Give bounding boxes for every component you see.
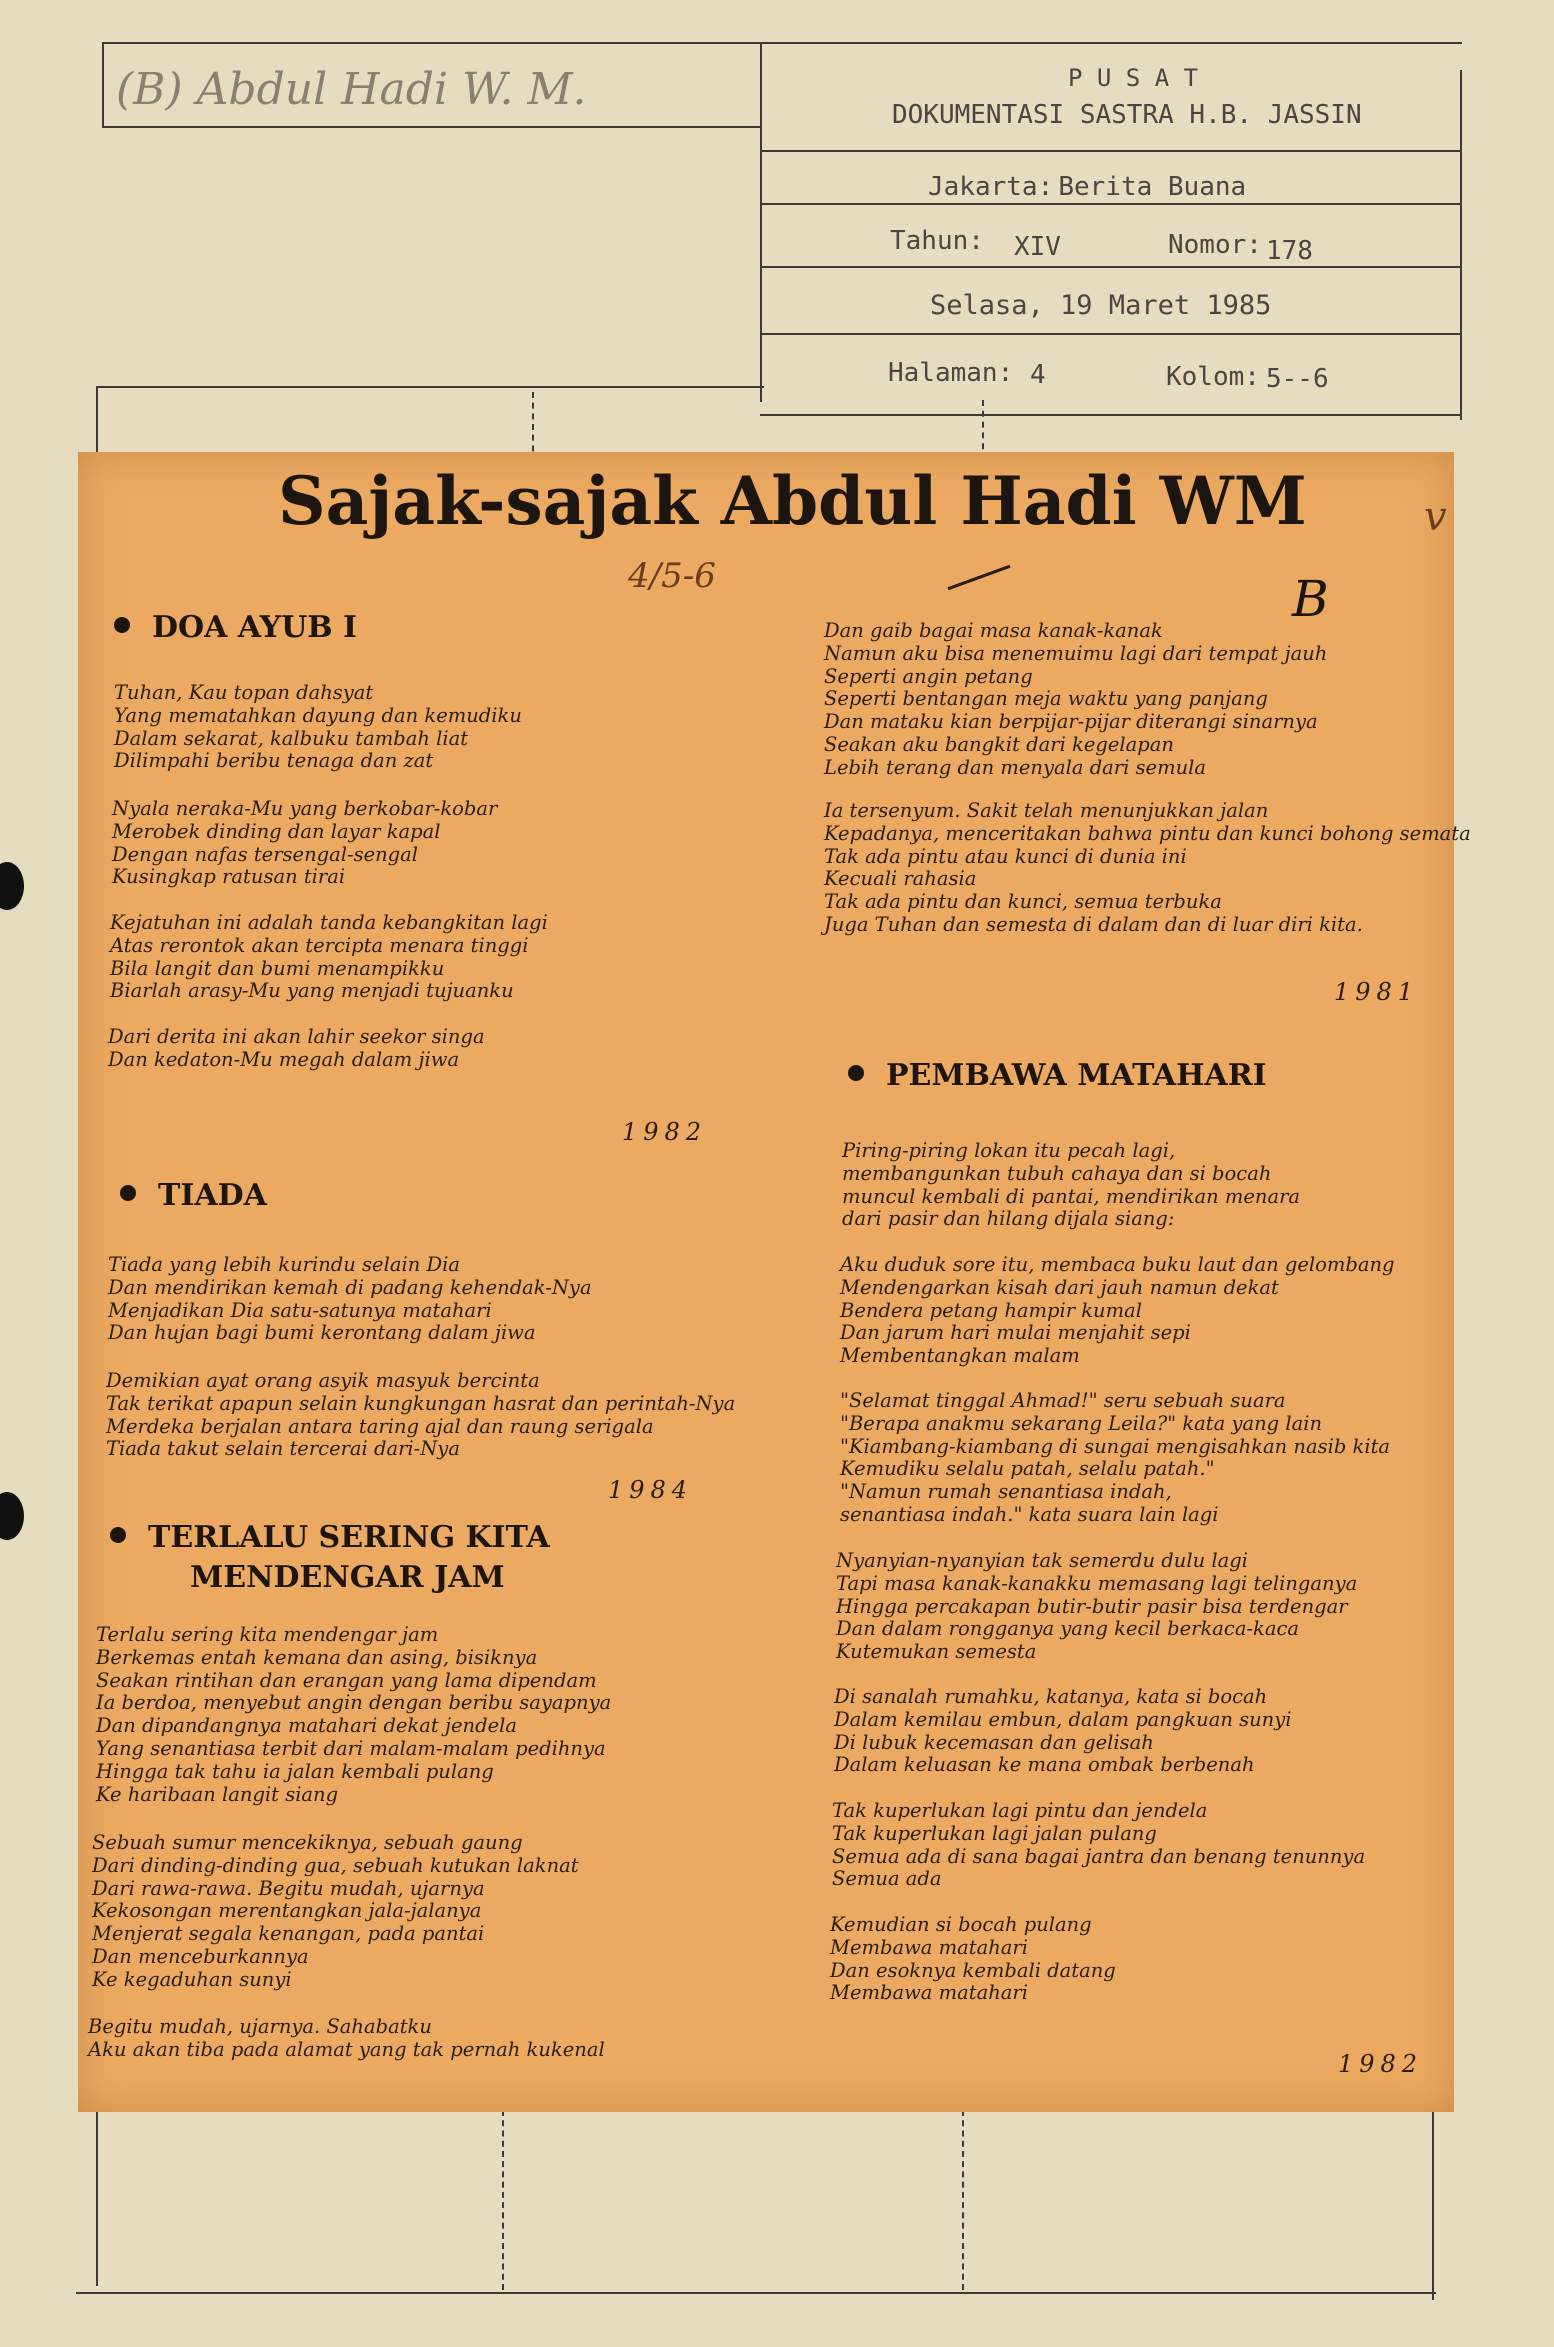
verse-line: senantiasa indah." kata suara lain lagi	[840, 1502, 1219, 1526]
poem-title: PEMBAWA MATAHARI	[848, 1058, 1267, 1093]
verse-line: Kemudian si bocah pulang	[830, 1913, 1092, 1936]
verse-line: Kejatuhan ini adalah tanda kebangkitan lagi	[110, 911, 548, 934]
verse-line: Dan kedaton-Mu megah dalam jiwa	[108, 1047, 460, 1071]
verse-line: Tak ada pintu atau kunci di dunia ini	[824, 844, 1187, 868]
stanza	[106, 1370, 735, 1461]
verse-line: Tuhan, Kau topan dahsyat	[114, 681, 374, 704]
verse-line: Terlalu sering kita mendengar jam	[96, 1623, 439, 1646]
verse-line: Dalam keluasan ke mana ombak berbenah	[834, 1753, 1255, 1777]
verse-line: Dalam kemilau embun, dalam pangkuan sunyi	[834, 1707, 1292, 1731]
newspaper-name: Berita Buana	[1058, 172, 1247, 202]
stanza	[824, 800, 1471, 937]
poem-year: 1981	[1334, 978, 1420, 1006]
verse-line: "Namun rumah senantiasa indah,	[840, 1480, 1172, 1504]
verse-line: Kepadanya, menceritakan bahwa pintu dan kunci bohong semata	[824, 821, 1471, 845]
verse-line: Tiada takut selain tercerai dari-Nya	[106, 1437, 460, 1461]
archive-line2: DOKUMENTASI SASTRA H.B. JASSIN	[892, 100, 1362, 130]
verse-line: Menjadikan Dia satu-satunya matahari	[108, 1298, 492, 1322]
verse-line: Seperti bentangan meja waktu yang panjang	[824, 687, 1268, 711]
poem-title-line2: MENDENGAR JAM	[190, 1560, 505, 1595]
bullet-dot	[848, 1065, 864, 1081]
verse-line: Yang senantiasa terbit dari malam-malam pedihnya	[96, 1736, 606, 1760]
verse-line: Di lubuk kecemasan dan gelisah	[834, 1730, 1154, 1754]
verse-line: Kemudiku selalu patah, selalu patah."	[840, 1457, 1215, 1481]
stanza	[108, 1026, 485, 1072]
verse-line: Piring-piring lokan itu pecah lagi,	[842, 1139, 1176, 1162]
punch-hole	[0, 862, 24, 910]
verse-line: Tak ada pintu dan kunci, semua terbuka	[824, 890, 1222, 914]
card-rule	[102, 126, 762, 128]
stanza	[834, 1686, 1292, 1777]
verse-line: "Berapa anakmu sekarang Leila?" kata yang lain	[840, 1411, 1322, 1435]
verse-line: Hingga tak tahu ia jalan kembali pulang	[96, 1759, 494, 1783]
page-label: Halaman:	[888, 358, 1014, 388]
verse-line: Di sanalah rumahku, katanya, kata si bocah	[834, 1685, 1268, 1708]
verse-line: Dari rawa-rawa. Begitu mudah, ujarnya	[92, 1876, 485, 1900]
verse-line: Tapi masa kanak-kanakku memasang lagi telinganya	[836, 1571, 1358, 1595]
verse-line: Seakan aku bangkit dari kegelapan	[824, 732, 1174, 756]
verse-line: Dan mendirikan kemah di padang kehendak-Nya	[108, 1275, 592, 1299]
column-guide	[962, 2110, 964, 2290]
verse-line: Tak terikat apapun selain kungkungan hasrat dan perintah-Nya	[106, 1391, 736, 1415]
verse-line: "Kiambang-kiambang di sungai mengisahkan nasib kita	[840, 1434, 1391, 1458]
verse-line: Dalam sekarat, kalbuku tambah liat	[114, 726, 469, 750]
verse-line: Dan jarum hari mulai menjahit sepi	[840, 1321, 1191, 1345]
verse-line: Ia tersenyum. Sakit telah menunjukkan jalan	[824, 799, 1269, 822]
verse-line: Tak kuperlukan lagi jalan pulang	[832, 1821, 1157, 1845]
number-label: Nomor:	[1168, 230, 1262, 260]
verse-line: membangunkan tubuh cahaya dan si bocah	[842, 1161, 1272, 1185]
poem-title: TERLALU SERING KITA	[110, 1520, 550, 1555]
verse-line: Namun aku bisa menemuimu lagi dari tempat jauh	[824, 641, 1328, 665]
stanza	[114, 682, 522, 773]
verse-line: Nyala neraka-Mu yang berkobar-kobar	[112, 797, 498, 820]
newspaper-line	[928, 172, 1246, 202]
verse-line: Membentangkan malam	[840, 1344, 1080, 1368]
verse-line: Merdeka berjalan antara taring ajal dan raung serigala	[106, 1414, 654, 1438]
stanza	[92, 1832, 579, 1992]
column-guide	[502, 2110, 504, 2290]
verse-line: "Selamat tinggal Ahmad!" seru sebuah suara	[840, 1389, 1286, 1412]
stanza	[110, 912, 548, 1003]
column-value: 5--6	[1266, 364, 1329, 394]
verse-line: Kutemukan semesta	[836, 1640, 1037, 1664]
verse-line: Bendera petang hampir kumal	[840, 1298, 1142, 1322]
stanza	[824, 620, 1327, 780]
verse-line: Aku akan tiba pada alamat yang tak pernah kukenal	[88, 2037, 605, 2061]
verse-line: Dan hujan bagi bumi kerontang dalam jiwa	[108, 1321, 536, 1345]
verse-line: Dan esoknya kembali datang	[830, 1958, 1116, 1982]
verse-line: Aku duduk sore itu, membaca buku laut dan gelombang	[840, 1253, 1395, 1276]
annotation-v: v	[1424, 494, 1447, 540]
verse-line: Dan mataku kian berpijar-pijar diterangi sinarnya	[824, 710, 1318, 734]
number-value: 178	[1266, 236, 1313, 266]
verse-line: Semua ada di sana bagai jantra dan benang tenunnya	[832, 1844, 1366, 1868]
verse-line: Merobek dinding dan layar kapal	[112, 819, 441, 843]
verse-line: Dan dipandangnya matahari dekat jendela	[96, 1714, 518, 1738]
column-guide	[982, 400, 984, 460]
verse-line: Membawa matahari	[830, 1981, 1028, 2005]
card-rule	[760, 203, 1460, 205]
verse-line: Dari dinding-dinding gua, sebuah kutukan laknat	[92, 1853, 579, 1877]
verse-line: Demikian ayat orang asyik masyuk bercinta	[106, 1369, 540, 1392]
poem-title: DOA AYUB I	[114, 610, 357, 645]
verse-line: Dilimpahi beribu tenaga dan zat	[114, 749, 434, 773]
poem-title: TIADA	[120, 1178, 267, 1213]
poem-year: 1982	[1338, 2050, 1424, 2078]
date: Selasa, 19 Maret 1985	[930, 290, 1272, 321]
verse-line: Sebuah sumur mencekiknya, sebuah gaung	[92, 1831, 523, 1854]
stanza	[842, 1140, 1300, 1231]
city-label: Jakarta:	[928, 172, 1054, 202]
stanza	[836, 1550, 1357, 1664]
verse-line: Atas rerontok akan tercipta menara tinggi	[110, 933, 529, 957]
verse-line: Bila langit dan bumi menampikku	[110, 956, 445, 980]
verse-line: Tak kuperlukan lagi pintu dan jendela	[832, 1799, 1208, 1822]
annotation-columns: 4/5-6	[628, 556, 716, 596]
verse-line: Begitu mudah, ujarnya. Sahabatku	[88, 2015, 432, 2038]
stanza	[96, 1624, 611, 1806]
verse-line: Berkemas entah kemana dan asing, bisiknya	[96, 1645, 538, 1669]
verse-line: Lebih terang dan menyala dari semula	[824, 755, 1207, 779]
verse-line: Ia berdoa, menyebut angin dengan beribu sayapnya	[96, 1691, 612, 1715]
card-rule-bottom	[76, 2292, 1436, 2294]
card-rule	[102, 42, 104, 128]
verse-line: Menjerat segala kenangan, pada pantai	[92, 1922, 485, 1946]
stanza	[840, 1254, 1395, 1368]
verse-line: Nyanyian-nyanyian tak semerdu dulu lagi	[836, 1549, 1248, 1572]
bullet-dot	[120, 1185, 136, 1201]
card-rule	[760, 333, 1460, 335]
verse-line: Juga Tuhan dan semesta di dalam dan di luar diri kita.	[824, 912, 1363, 936]
verse-line: Hingga percakapan butir-butir pasir bisa terdengar	[836, 1594, 1348, 1618]
verse-line: Dan menceburkannya	[92, 1944, 309, 1968]
verse-line: Kekosongan merentangkan jala-jalanya	[92, 1899, 482, 1923]
poem-year: 1982	[622, 1118, 708, 1146]
verse-line: Ke kegaduhan sunyi	[92, 1967, 292, 1991]
poem-year: 1984	[608, 1476, 694, 1504]
verse-line: Seperti angin petang	[824, 664, 1033, 688]
punch-hole	[0, 1492, 24, 1540]
archive-line1: P U S A T	[1068, 64, 1199, 92]
card-rule	[1460, 70, 1462, 420]
verse-line: Ke haribaan langit siang	[96, 1782, 339, 1806]
card-rule-top	[102, 42, 1462, 44]
stanza	[108, 1254, 592, 1345]
verse-line: Seakan rintihan dan erangan yang lama dipendam	[96, 1668, 597, 1692]
verse-line: Dan dalam rongganya yang kecil berkaca-kaca	[836, 1617, 1300, 1641]
verse-line: Biarlah arasy-Mu yang menjadi tujuanku	[110, 979, 514, 1003]
handwritten-author: (B) Abdul Hadi W. M.	[116, 64, 587, 115]
verse-line: Mendengarkan kisah dari jauh namun dekat	[840, 1275, 1279, 1299]
card-rule	[760, 414, 1460, 416]
verse-line: Membawa matahari	[830, 1935, 1028, 1959]
article-title: Sajak-sajak Abdul Hadi WM	[278, 462, 1307, 540]
column-label: Kolom:	[1166, 362, 1260, 392]
year-label: Tahun:	[890, 226, 984, 256]
verse-line: Dan gaib bagai masa kanak-kanak	[824, 619, 1163, 642]
stanza	[112, 798, 497, 889]
card-rule	[760, 266, 1460, 268]
bullet-dot	[110, 1527, 126, 1543]
page-value: 4	[1030, 360, 1046, 390]
verse-line: Kusingkap ratusan tirai	[112, 865, 346, 889]
bullet-dot	[114, 617, 130, 633]
year-value: XIV	[1014, 232, 1061, 262]
card-rule	[96, 386, 764, 388]
stanza	[88, 2016, 605, 2062]
annotation-b: B	[1292, 570, 1329, 628]
verse-line: Kecuali rahasia	[824, 867, 977, 891]
verse-line: Tiada yang lebih kurindu selain Dia	[108, 1253, 460, 1276]
verse-line: muncul kembali di pantai, mendirikan menara	[842, 1184, 1301, 1208]
card-rule	[760, 42, 762, 402]
verse-line: Dengan nafas tersengal-sengal	[112, 842, 419, 866]
verse-line: Dari derita ini akan lahir seekor singa	[108, 1025, 485, 1048]
stanza	[840, 1390, 1390, 1527]
stanza	[832, 1800, 1365, 1891]
card-rule	[760, 150, 1460, 152]
verse-line: Yang mematahkan dayung dan kemudiku	[114, 703, 522, 727]
stanza	[830, 1914, 1116, 2005]
verse-line: dari pasir dan hilang dijala siang:	[842, 1207, 1175, 1231]
verse-line: Semua ada	[832, 1867, 942, 1891]
